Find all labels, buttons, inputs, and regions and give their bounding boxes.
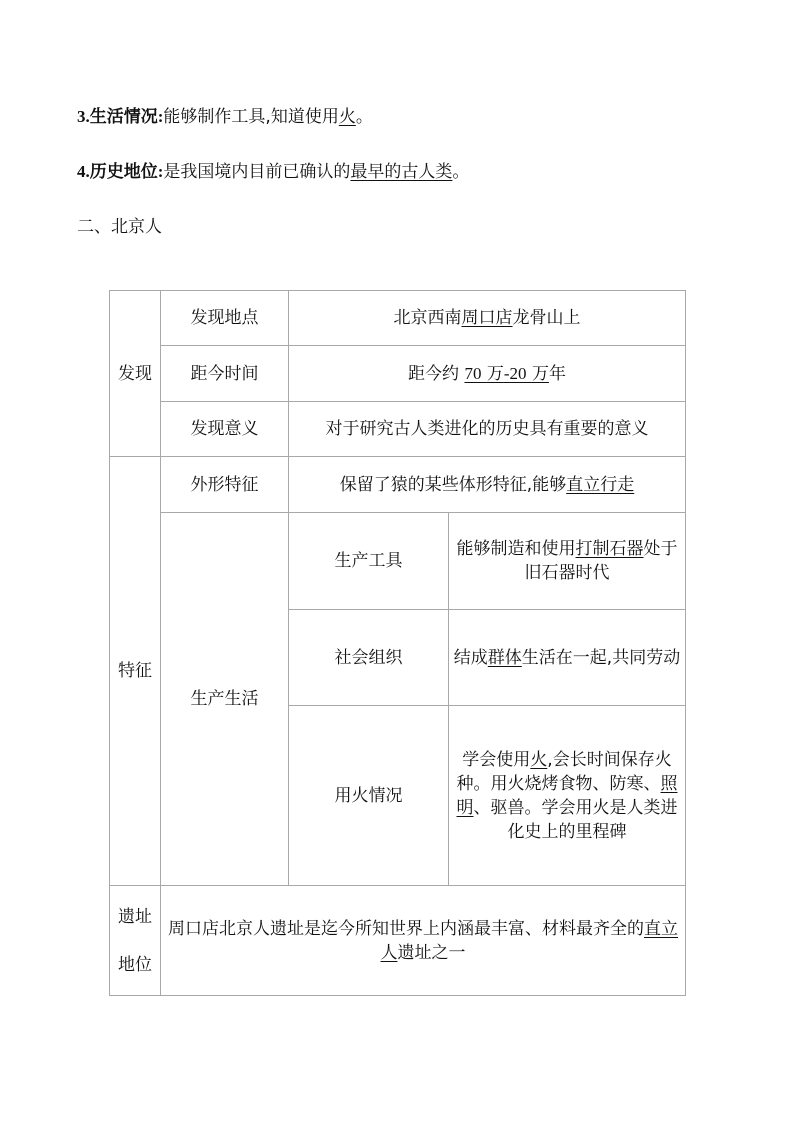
peking-man-table: [109, 290, 686, 996]
group-discovery: 发现: [110, 291, 161, 457]
value-appearance: 保留了猿的某些体形特征,能够直立行走: [289, 457, 686, 513]
life-situation-text: 能够制作工具,知道使用: [163, 107, 339, 127]
group-features: 特征: [110, 457, 161, 886]
life-situation-tail: 。: [355, 107, 373, 127]
paragraph-life-situation: [77, 105, 373, 129]
paragraph-historical-status: [77, 160, 469, 184]
historical-status-label: 4.历史地位:: [77, 162, 164, 181]
section-heading: 二、北京人: [77, 217, 162, 237]
group-site-status: 遗址 地位: [110, 886, 161, 996]
label-appearance: 外形特征: [161, 457, 289, 513]
label-production-life: 生产生活: [161, 513, 289, 886]
label-discovery-place: 发现地点: [161, 291, 289, 346]
value-discovery-place: 北京西南周口店龙骨山上: [289, 291, 686, 346]
historical-status-underlined: 最早的古人类: [350, 162, 453, 182]
value-time: 距今约 70 万-20 万年: [289, 346, 686, 402]
life-situation-label: 3.生活情况:: [77, 107, 164, 126]
value-tools: 能够制造和使用打制石器处于旧石器时代: [449, 513, 686, 610]
life-situation-underlined: 火: [338, 107, 356, 127]
value-social: 结成群体生活在一起,共同劳动: [449, 610, 686, 706]
value-fire: 学会使用火,会长时间保存火种。用火烧烤食物、防寒、照明、驱兽。学会用火是人类进化史上的里程碑: [449, 706, 686, 886]
value-site-status: 周口店北京人遗址是迄今所知世界上内涵最丰富、材料最齐全的直立人遗址之一: [161, 886, 686, 996]
label-social: 社会组织: [289, 610, 449, 706]
label-fire: 用火情况: [289, 706, 449, 886]
value-meaning: 对于研究古人类进化的历史具有重要的意义: [289, 402, 686, 457]
label-tools: 生产工具: [289, 513, 449, 610]
label-time: 距今时间: [161, 346, 289, 402]
historical-status-text: 是我国境内目前已确认的: [163, 162, 351, 182]
label-meaning: 发现意义: [161, 402, 289, 457]
historical-status-tail: 。: [452, 162, 470, 182]
